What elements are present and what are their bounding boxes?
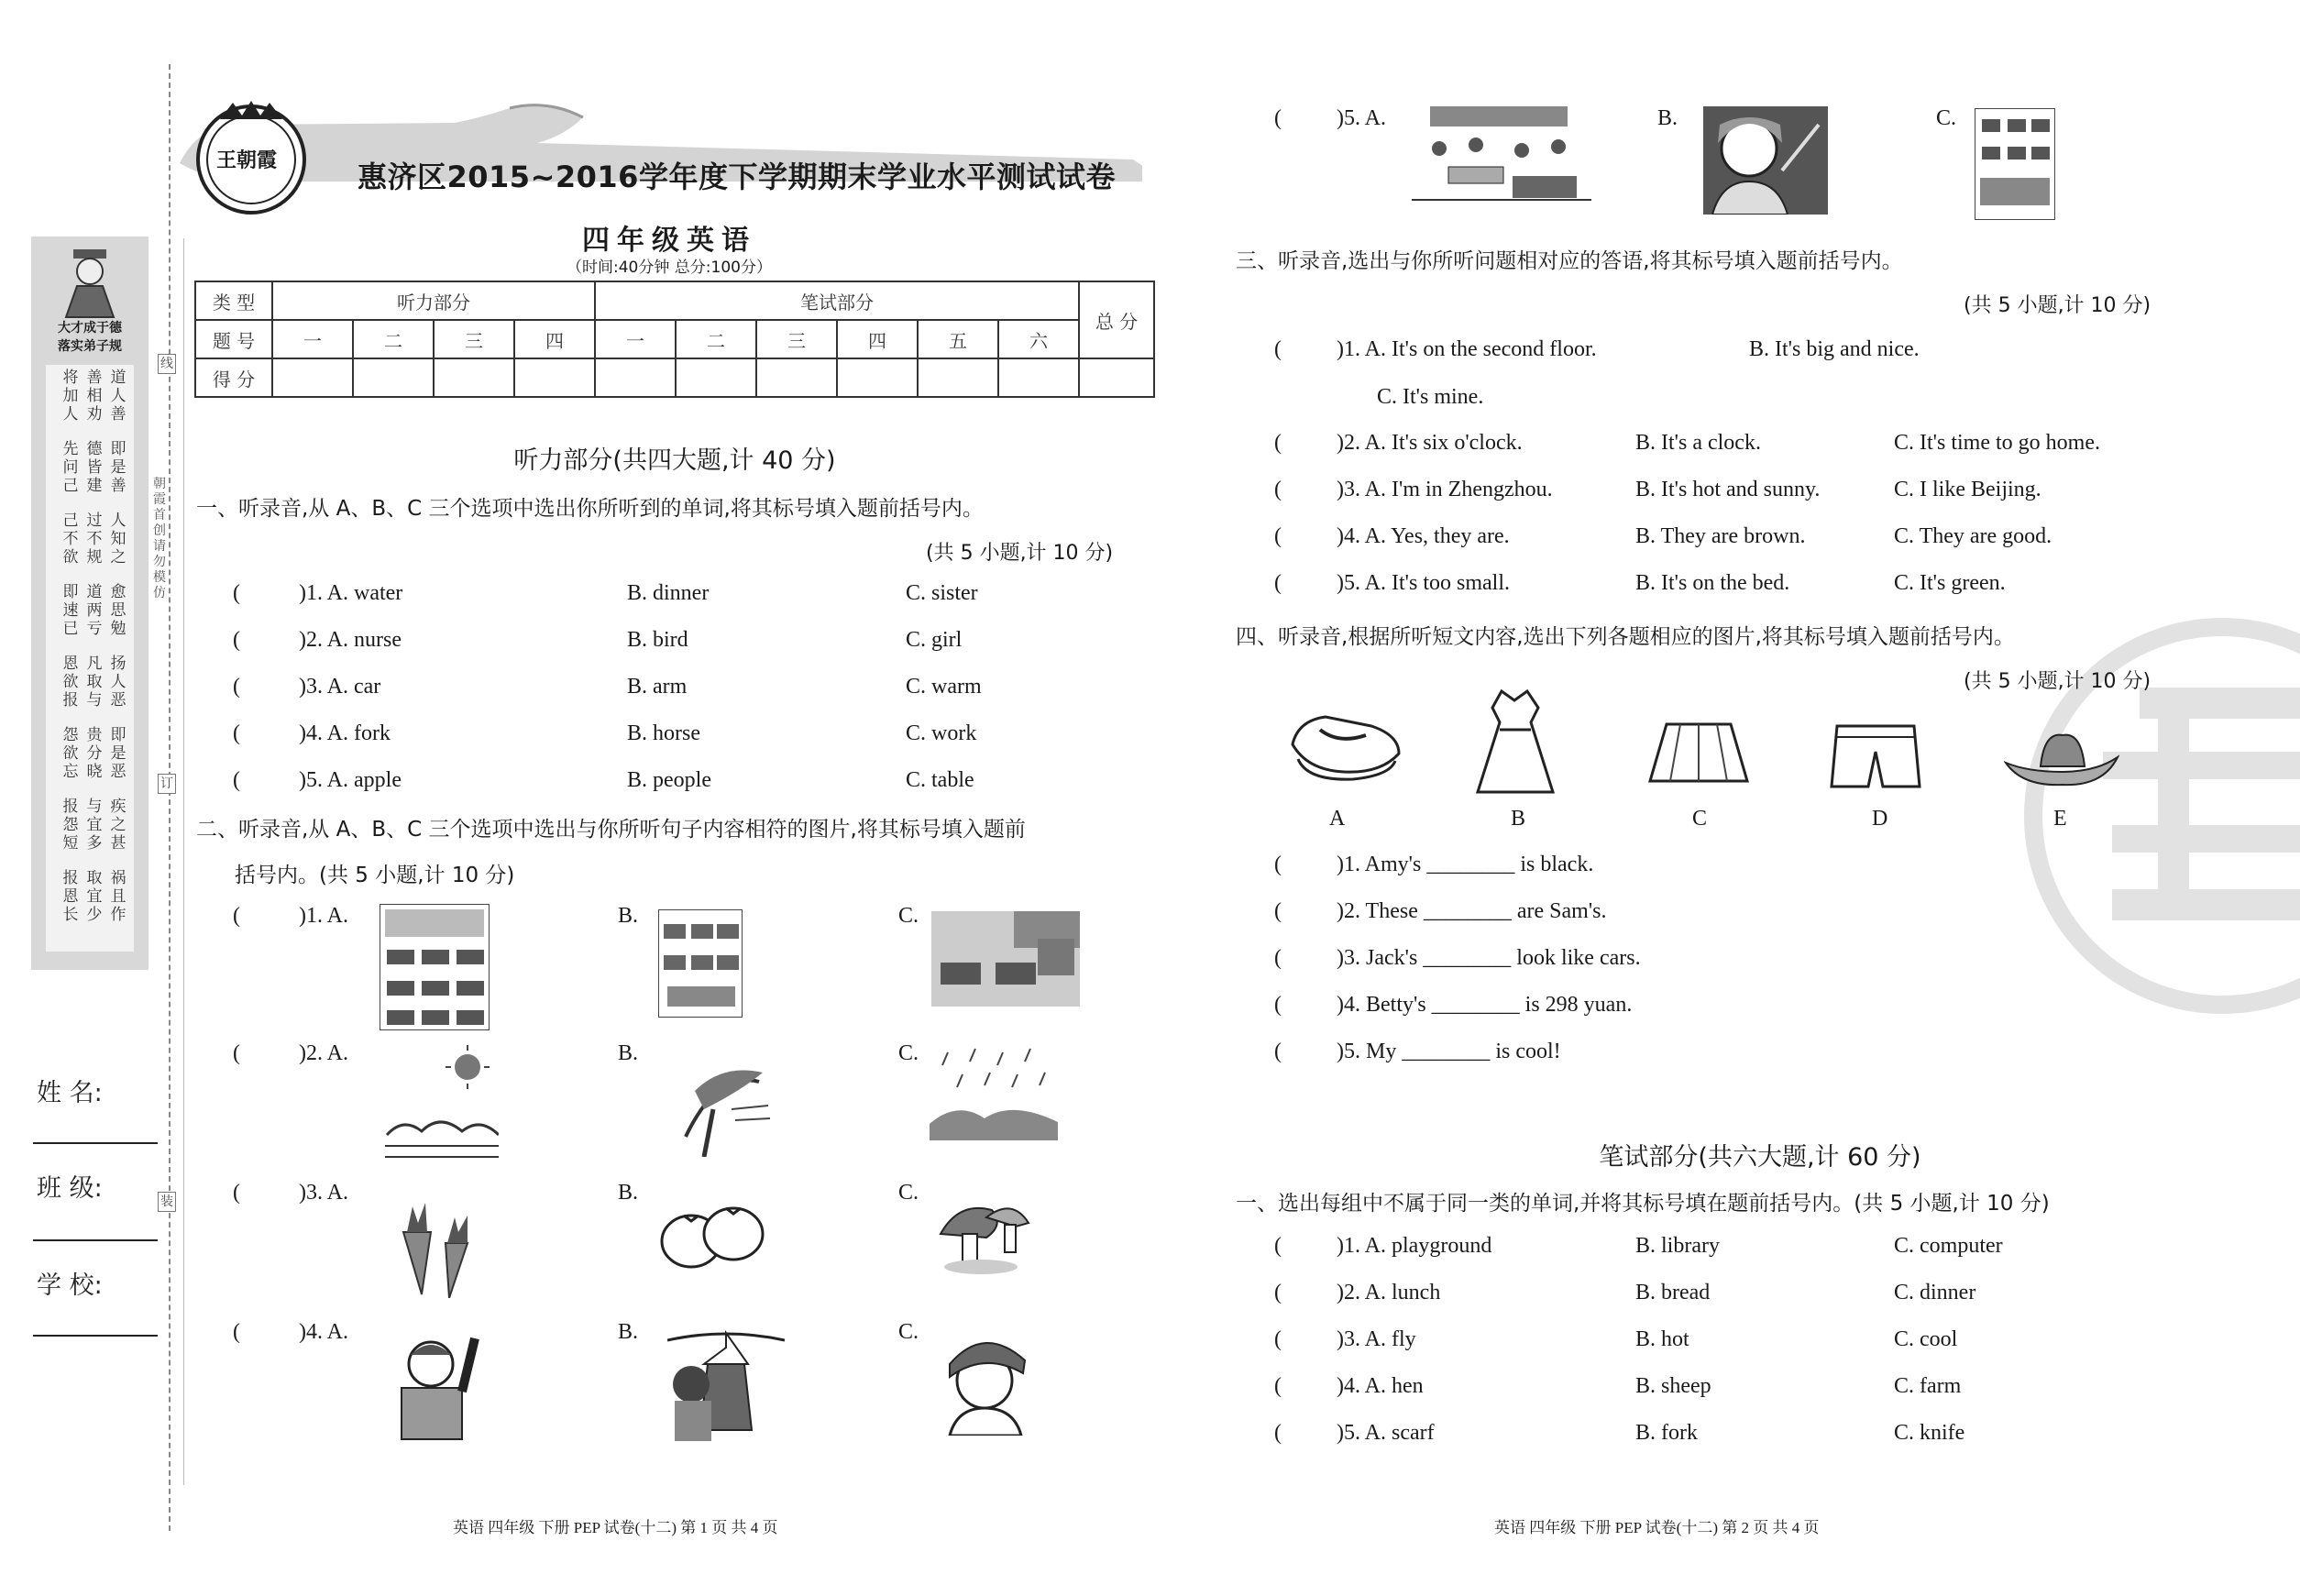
skirt-picture [1648, 722, 1749, 785]
proverb-column: 报恩长 [62, 869, 79, 924]
proverb-column: 己不欲 [62, 512, 79, 567]
proverb-column: 取宜少 [86, 869, 103, 924]
answer-option: )1. A. It's on the second floor. [1337, 337, 1597, 361]
word-option: )4. A. hen [1337, 1374, 1424, 1398]
proverb-column: 德皆建 [86, 440, 103, 495]
fill-sentence: )5. My ________ is cool! [1337, 1040, 1561, 1063]
answer-option: C. They are good. [1894, 524, 2052, 548]
answer-bracket[interactable]: ( [233, 1320, 240, 1344]
question-number-cell: 三 [756, 320, 837, 358]
side-strip [31, 237, 149, 970]
option-text: B. horse [627, 721, 700, 745]
option-text: C. girl [906, 628, 963, 652]
word-option: B. library [1635, 1234, 1720, 1258]
fill-sentence: )2. These ________ are Sam's. [1337, 899, 1607, 923]
question-number-cell: 四 [837, 320, 918, 358]
proverb-column: 与宜多 [86, 798, 103, 853]
score-label: 得 分 [195, 358, 272, 397]
empty-classroom-picture [931, 911, 1080, 1007]
p3-meta: (共 5 小题,计 10 分) [1964, 294, 2151, 317]
name-label: 姓 名: [37, 1079, 103, 1107]
vertical-note-text: 朝霞首创请勿模仿 [153, 477, 166, 600]
answer-bracket[interactable]: ( [1274, 1327, 1282, 1351]
picture-option-label: B. [618, 1320, 639, 1344]
answer-bracket[interactable]: ( [1274, 1281, 1282, 1304]
answer-bracket[interactable]: ( [233, 1181, 240, 1205]
classroom-desks-picture [380, 904, 490, 1030]
logo-text: 王朝霞 [216, 149, 278, 172]
proverb-column: 即是善 [110, 440, 127, 495]
word-option: )1. A. playground [1337, 1234, 1492, 1258]
computer-room-picture [658, 909, 743, 1018]
word-option: C. computer [1894, 1234, 2003, 1258]
answer-bracket[interactable]: ( [1274, 431, 1282, 455]
footer-right: 英语 四年级 下册 PEP 试卷(十二) 第 2 页 共 4 页 [1494, 1519, 1820, 1536]
score-table [194, 281, 1155, 398]
question-number-cell: 三 [434, 320, 514, 358]
picture-letter-label: B [1511, 807, 1526, 831]
proverb-column: 恩欲报 [62, 655, 79, 710]
word-option: B. hot [1635, 1327, 1689, 1351]
answer-bracket[interactable]: ( [1274, 946, 1282, 970]
binding-line [169, 64, 171, 1531]
listening-header: 听力部分 [272, 281, 595, 320]
proverb-column: 先问己 [62, 440, 79, 495]
picture-option-label: B. [618, 1181, 639, 1205]
picture-option-label: C. [898, 904, 919, 928]
word-option: )5. A. scarf [1337, 1421, 1435, 1445]
answer-bracket[interactable]: ( [233, 1041, 240, 1065]
option-text: B. dinner [627, 581, 710, 605]
proverb-column: 贵分晓 [86, 726, 103, 781]
exam-subject: 四年级英语 [582, 225, 756, 257]
listening-title: 听力部分(共四大题,计 40 分) [513, 446, 836, 475]
w1-instruction: 一、选出每组中不属于同一类的单词,并将其标号填在题前括号内。(共 5 小题,计 10 分) [1236, 1192, 2050, 1216]
score-cell[interactable] [676, 358, 756, 397]
school-label: 学 校: [37, 1271, 103, 1300]
picture-letter-label: A [1329, 807, 1346, 831]
answer-bracket[interactable]: ( [1274, 1234, 1282, 1258]
option-text: B. arm [627, 675, 688, 699]
proverb-column: 扬人恶 [110, 655, 127, 710]
motto [39, 319, 141, 356]
answer-bracket[interactable]: ( [1274, 524, 1282, 548]
answer-bracket[interactable]: ( [1274, 1421, 1282, 1445]
proverb-column: 将加人 [62, 369, 79, 424]
teacher-picture [1703, 106, 1828, 215]
question-number-cell: 一 [272, 320, 353, 358]
fill-sentence: )1. Amy's ________ is black. [1337, 853, 1594, 876]
score-cell[interactable] [918, 358, 998, 397]
picture-option-label: C. [898, 1320, 919, 1344]
answer-bracket[interactable]: ( [233, 768, 240, 792]
answer-bracket[interactable]: ( [1274, 853, 1282, 876]
p4-meta: (共 5 小题,计 10 分) [1964, 670, 2151, 693]
p2-instruction-2: 括号内。(共 5 小题,计 10 分) [235, 864, 515, 887]
picture-letter-label: C [1692, 807, 1708, 831]
word-option: B. sheep [1635, 1374, 1711, 1398]
answer-option: C. It's time to go home. [1894, 431, 2100, 455]
score-cell[interactable] [353, 358, 434, 397]
picture-letter-label: E [2053, 807, 2067, 831]
proverb-column: 即速已 [62, 583, 79, 638]
word-option: C. cool [1894, 1327, 1958, 1351]
answer-bracket[interactable]: ( [1274, 1040, 1282, 1063]
answer-bracket[interactable]: ( [233, 581, 240, 605]
word-option: B. fork [1635, 1421, 1698, 1445]
proverb-column: 祸且作 [110, 869, 127, 924]
answer-bracket[interactable]: ( [1274, 106, 1282, 130]
word-option: )2. A. lunch [1337, 1281, 1441, 1304]
answer-bracket[interactable]: ( [233, 904, 240, 928]
score-cell[interactable] [998, 358, 1079, 397]
name-line[interactable] [33, 1142, 158, 1144]
mushrooms-picture [931, 1197, 1032, 1276]
school-line[interactable] [33, 1335, 158, 1337]
writing-header: 笔试部分 [595, 281, 1079, 320]
question-number-cell: 一 [595, 320, 676, 358]
p2-instruction-1: 二、听录音,从 A、B、C 三个选项中选出与你所听句子内容相符的图片,将其标号填入题前 [196, 818, 1026, 842]
class-label: 班 级: [37, 1174, 103, 1203]
answer-option: B. It's hot and sunny. [1635, 478, 1821, 501]
proverb-column: 报怨短 [62, 798, 79, 853]
answer-bracket[interactable]: ( [233, 675, 240, 699]
option-text: C. table [906, 768, 974, 792]
proverb-column: 过不规 [86, 512, 103, 567]
answer-option: B. It's on the bed. [1635, 571, 1790, 595]
shoes-picture [1289, 708, 1403, 783]
fill-sentence: )4. Betty's ________ is 298 yuan. [1337, 993, 1633, 1017]
answer-bracket[interactable]: ( [1274, 899, 1282, 923]
option-text: B. people [627, 768, 711, 792]
seal-char-zhuang: 装 [158, 1192, 176, 1212]
picture-option-label: B. [1657, 106, 1678, 130]
picture-option-label: C. [1936, 106, 1957, 130]
answer-bracket[interactable]: ( [233, 721, 240, 745]
rainy-picture [930, 1045, 1058, 1140]
p1-meta: (共 5 小题,计 10 分) [926, 542, 1114, 565]
answer-bracket[interactable]: ( [1274, 478, 1282, 501]
total-score-cell[interactable] [1079, 358, 1154, 397]
option-text: )2. A. nurse [299, 628, 402, 652]
proverb-column: 凡取与 [86, 655, 103, 710]
option-text: )1. A. water [299, 581, 403, 605]
option-text: )5. A. apple [299, 768, 402, 792]
exam-title: 惠济区2015~2016学年度下学期期末学业水平测试试卷 [358, 160, 1116, 194]
answer-option: )5. A. It's too small. [1337, 571, 1510, 595]
score-cell[interactable] [514, 358, 595, 397]
proverb-column: 道两亏 [86, 583, 103, 638]
total-label: 总 分 [1079, 281, 1154, 358]
picture-option-label: )2. A. [299, 1041, 348, 1065]
picture-option-label: )4. A. [299, 1320, 348, 1344]
option-text: )4. A. fork [299, 721, 391, 745]
answer-option: B. It's big and nice. [1749, 337, 1920, 361]
playground-picture [1412, 103, 1591, 204]
option-text: C. sister [906, 581, 978, 605]
score-cell[interactable] [756, 358, 837, 397]
picture-letter-label: D [1872, 807, 1888, 831]
boy-with-hat-picture [930, 1324, 1036, 1436]
answer-option: C. It's green. [1894, 571, 2006, 595]
question-number-cell: 二 [676, 320, 756, 358]
number-label: 题 号 [195, 320, 272, 358]
proverb-box [46, 365, 134, 952]
question-number-cell: 六 [998, 320, 1079, 358]
question-number-cell: 二 [353, 320, 434, 358]
proverb-column: 道人善 [110, 369, 127, 424]
picture-option-label: C. [898, 1181, 919, 1205]
answer-option: )2. A. It's six o'clock. [1337, 431, 1523, 455]
shorts-picture [1830, 724, 1921, 790]
picture-option-label: )1. A. [299, 904, 348, 928]
score-cell[interactable] [837, 358, 918, 397]
answer-option: C. I like Beijing. [1894, 478, 2041, 501]
word-option: B. bread [1635, 1281, 1711, 1304]
fill-sentence: )3. Jack's ________ look like cars. [1337, 946, 1641, 970]
carrots-picture [394, 1201, 486, 1298]
windy-picture [667, 1054, 774, 1157]
word-option: C. knife [1894, 1421, 1965, 1445]
dress-picture [1474, 689, 1557, 798]
margin-line [183, 238, 184, 1485]
p1-instruction: 一、听录音,从 A、B、C 三个选项中选出你所听到的单词,将其标号填入题前括号内。 [196, 497, 984, 521]
word-option: C. farm [1894, 1374, 1962, 1398]
boy-waving-picture [391, 1327, 488, 1441]
seal-char-ding: 订 [158, 774, 176, 794]
score-cell[interactable] [434, 358, 514, 397]
proverb-column: 愈思勉 [110, 583, 127, 638]
p3-instruction: 三、听录音,选出与你所听问题相对应的答语,将其标号填入题前括号内。 [1236, 249, 1903, 273]
footer-left: 英语 四年级 下册 PEP 试卷(十二) 第 1 页 共 4 页 [453, 1519, 778, 1536]
answer-option: B. It's a clock. [1635, 431, 1761, 455]
answer-bracket[interactable]: ( [1274, 993, 1282, 1017]
computer-class-picture [1975, 108, 2055, 220]
question-number-cell: 四 [514, 320, 595, 358]
answer-bracket[interactable]: ( [1274, 337, 1282, 361]
proverb-column: 怨欲忘 [62, 726, 79, 781]
answer-option: B. They are brown. [1635, 524, 1806, 548]
answer-option: )3. A. I'm in Zhengzhou. [1337, 478, 1553, 501]
motto-line-1: 大才成于德 [58, 321, 122, 336]
picture-option-label: )3. A. [299, 1181, 348, 1205]
score-cell[interactable] [272, 358, 353, 397]
class-line[interactable] [33, 1239, 158, 1241]
answer-option: C. It's mine. [1377, 385, 1484, 409]
cowboy-hat-picture [2004, 730, 2119, 794]
answer-option: )4. A. Yes, they are. [1337, 524, 1510, 548]
writing-title: 笔试部分(共六大题,计 60 分) [1599, 1143, 1921, 1172]
question-number-cell: 五 [918, 320, 998, 358]
proverb-column: 善相劝 [86, 369, 103, 424]
motto-line-2: 落实弟子规 [58, 339, 122, 354]
word-option: )3. A. fly [1337, 1327, 1416, 1351]
vertical-note [152, 477, 167, 601]
picture-option-label: C. [898, 1041, 919, 1065]
answer-bracket[interactable]: ( [233, 628, 240, 652]
score-cell[interactable] [595, 358, 676, 397]
option-text: C. warm [906, 675, 982, 699]
option-text: )3. A. car [299, 675, 381, 699]
p4-instruction: 四、听录音,根据所听短文内容,选出下列各题相应的图片,将其标号填入题前括号内。 [1236, 625, 2015, 649]
time-info: （时间:40分钟 总分:100分） [567, 259, 772, 277]
option-text: C. work [906, 721, 977, 745]
proverb-column: 疾之甚 [110, 798, 127, 853]
picture-option-label: B. [618, 1041, 639, 1065]
proverb-column: 人知之 [110, 512, 127, 567]
type-label: 类 型 [195, 281, 272, 320]
word-option: C. dinner [1894, 1281, 1976, 1304]
picture-option-label: B. [618, 904, 639, 928]
answer-bracket[interactable]: ( [1274, 1374, 1282, 1398]
girl-with-coat-picture [667, 1327, 785, 1441]
tomatoes-picture [658, 1201, 766, 1271]
sunny-picture [385, 1043, 499, 1162]
seal-char-xian: 线 [158, 354, 176, 374]
option-text: B. bird [627, 628, 688, 652]
proverb-column: 即是恶 [110, 726, 127, 781]
answer-bracket[interactable]: ( [1274, 571, 1282, 595]
picture-option-label: )5. A. [1337, 106, 1386, 130]
